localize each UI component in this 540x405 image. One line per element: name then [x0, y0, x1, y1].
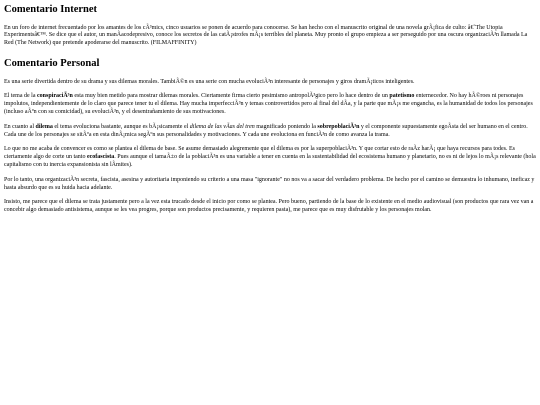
text-run: magnificado poniendo la — [254, 123, 318, 130]
text-run: El tema de la — [4, 93, 37, 100]
review-paragraph-3 — [4, 124, 536, 140]
text-run: Lo que no me acaba de convencer es como se plantea el dilema de base. Se asume demasiado alegremente que el dilema es por la superpoblaciÃ³n. Y que cortar esto de raÃz harÃ¡ que haya recursos para todes. Es ciertamente algo de corte un tanto — [4, 146, 515, 161]
italic-term-dilema-vias: dilema de las vÃas del tren — [189, 123, 255, 130]
review-paragraph-2 — [4, 93, 536, 116]
bold-term-sobrepoblacion: sobrepoblaciÃ³n — [317, 123, 360, 130]
bold-term-ecofascista: ecofascista — [86, 154, 115, 161]
bold-term-conspiracion: conspiraciÃ³n — [37, 93, 73, 100]
text-run: y el componente supuestamente egoÃsta del ser humano en el centro. Cada une de los personajes se sitÃºa en esta dinÃ¡mica segÃºn sus personalidades y motivaciones. Y cada une evoluciona en funciÃ³n de como avanza la trama. — [4, 123, 528, 138]
bold-term-dilema: dilema — [35, 123, 53, 130]
text-run: enternecedor. No hay hÃ©roes ni personajes impolutos, independientemente de lo claro que parece tener tu el dilema. Hay mucha imperfecciÃ³n y temas controvertidos pero al final del dÃa, y la parte que mÃ¡s me engancha, es la humanidad de todos los personajes (incluso aÃºn con su comicidad), su evoluciÃ³n, y el desentrañamiento de sus motivaciones. — [4, 93, 533, 115]
text-run: esta muy bien metido para mostrar dilemas morales. Ciertamente firma cierto pesimismo antropolÃ³gico pero lo hace dentro de un — [72, 93, 390, 100]
review-paragraph-4 — [4, 146, 536, 169]
review-paragraph-1: Es una serie divertida dentro de su drama y sus dilemas morales. TambiÃ©n es una serie con mucha evoluciÃ³n interesante de personajes y giros dramÃ¡ticos inteligentes. — [4, 78, 415, 85]
review-paragraph-6: Insisto, me parece que el dilema se trata justamente pero a la vez esta trucado desde el inicio por como se plantea. Pero bueno, partiendo de la base de lo existente en el medio audiovisual (son productos que rara vez van a concebir algo demasiado antisistema, aunque se les vea progres, porque son productos precisamente, y requieren pasta), me parece que es muy disfrutable y los personajes molan. — [4, 199, 534, 214]
section-title-internet: Comentario Internet — [4, 4, 98, 15]
text-run: el tema evoluciona bastante, aunque es bÃ¡sicamente el — [52, 123, 190, 130]
text-run: . Pues aunque el tamaÃ±o de la poblaciÃ³n es una variable a tener en cuenta en la sustentabilidad del ecosistema humano y planetario, no es ni de lejos lo mÃ¡s relevante (hola capitalismo con tu inercia expansionista sin lÃmites). — [4, 154, 536, 168]
section-title-personal: Comentario Personal — [4, 57, 100, 69]
review-paragraph-5: Por lo tanto, una organizaciÃ³n secreta, fascista, asesina y autoritaria imponiendo su criterio a una masa "ignorante" no nos va a sacar del verdadero problema. De hecho por el camino se demuestra lo inhumano, ineficaz y hasta absurdo que es su huida hacia adelante. — [4, 176, 535, 191]
bold-term-patetismo: patetismo — [389, 93, 415, 100]
text-run: En cuanto al — [4, 123, 36, 130]
synopsis-paragraph: En un foro de internet frecuentado por los amantes de los cÃ³mics, cinco usuarios se ponen de acuerdo para conocerse. Se han hecho con el manuscrito original de una novela grÃ¡fica de culto: â€˜The Utopia Experimentsâ€™. Se dice que el autor, un manÃacodepresivo, conoce los secretos de las catÃ¡strofes mÃ¡s terribles del planeta. Muy pronto el grupo empieza a ser perseguido por una oscura organizaciÃ³n llamada La Red (The Network) que pretende apoderarse del manuscrito. (FILMAFFINITY) — [4, 24, 528, 47]
